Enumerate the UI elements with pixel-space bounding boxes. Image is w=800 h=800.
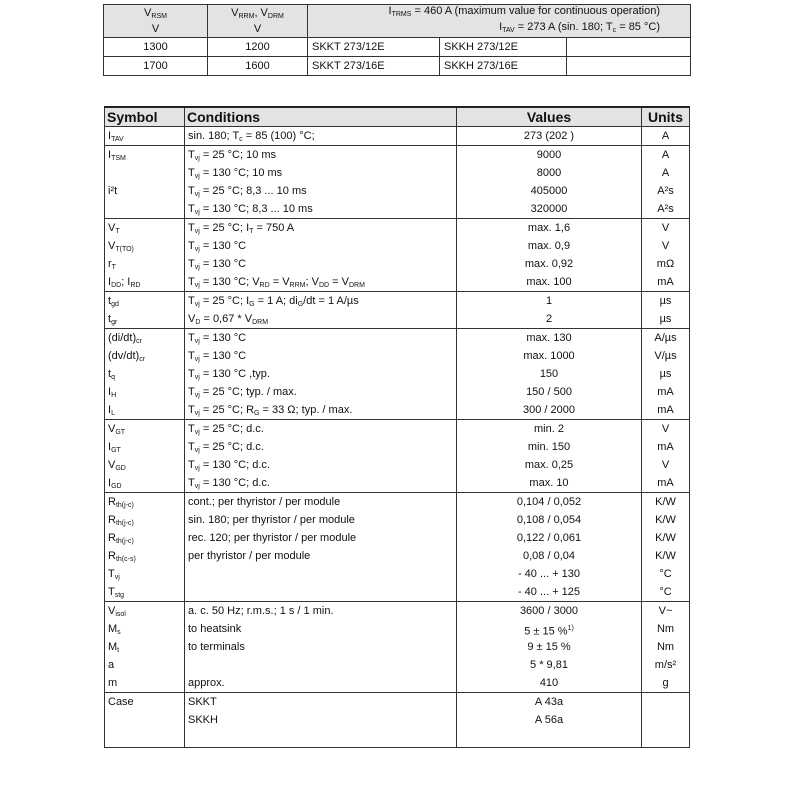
- empty-cell: [567, 38, 691, 57]
- symbol-text: $I_H$: [108, 386, 117, 399]
- rating-spec-header: $I_{TRMS} = 460$ A (maximum value for continuous operation) $I_{TAV} = 273$ A (sin. 180; $T_c = 85$ °C): [308, 5, 691, 38]
- parameter-group: [105, 219, 690, 292]
- conditions-text: $T_{vj} = 25$ °C; $I_G = 1$ A; $di_G/dt = 1$ A/µs: [188, 295, 359, 308]
- unit-text: [645, 729, 686, 747]
- unit-text: V: [661, 423, 670, 435]
- value-text: 0,104 / 0,052: [516, 496, 582, 508]
- unit-text: Nm: [656, 641, 675, 653]
- conditions-text: SKKT: [188, 696, 217, 708]
- symbol-cell: [105, 493, 185, 602]
- conditions-text: to heatsink: [188, 623, 242, 635]
- characteristics-body: [105, 127, 690, 748]
- conditions-text: $T_{vj} = 130$ °C: [188, 240, 247, 253]
- symbol-text: $M_s$: [108, 623, 121, 636]
- parameter-group: [105, 329, 690, 420]
- value-text: 150 / 500: [526, 386, 572, 398]
- conditions-cell: [185, 127, 457, 146]
- symbol-cell: [105, 420, 185, 493]
- unit-text: V: [661, 240, 670, 252]
- value-text: 405000: [530, 185, 568, 197]
- characteristics-table: [104, 106, 690, 748]
- conditions-text: cont.; per thyristor / per module: [188, 496, 341, 508]
- unit-cell: [642, 602, 690, 693]
- conditions-text: approx.: [188, 677, 225, 689]
- ordering-row: [104, 57, 691, 76]
- conditions-text: [188, 729, 453, 747]
- symbol-text: a: [108, 659, 115, 671]
- unit-text: µs: [659, 295, 672, 307]
- vrrm-cell: 1200: [208, 38, 308, 57]
- symbol-text: $T_{stg}$: [108, 586, 125, 599]
- unit-text: V~: [658, 605, 673, 617]
- unit-text: mA: [657, 276, 674, 288]
- values-column-header: Values: [457, 107, 642, 127]
- unit-cell: [642, 693, 690, 748]
- unit-text: V/µs: [654, 350, 677, 362]
- unit-text: g: [662, 677, 669, 689]
- symbol-text: $V_{isol}$: [108, 605, 126, 618]
- skkh-type-cell: SKKH 273/16E: [440, 57, 567, 76]
- symbol-cell: [105, 146, 185, 219]
- conditions-text: sin. 180; $T_c = 85$ (100) °C;: [188, 130, 315, 143]
- vrrm-cell: 1600: [208, 57, 308, 76]
- value-text: 1: [545, 295, 553, 307]
- vrrm-header: $V_{RRM}$, $V_{DRM}$ V: [208, 5, 308, 38]
- conditions-text: rec. 120; per thyristor / per module: [188, 532, 357, 544]
- symbol-text: $I_{GD}$: [108, 477, 122, 490]
- unit-text: V: [661, 222, 670, 234]
- conditions-cell: [185, 219, 457, 292]
- conditions-column-header: Conditions: [185, 107, 457, 127]
- symbol-text: $V_{GD}$: [108, 459, 126, 472]
- value-text: A 56a: [534, 714, 564, 726]
- conditions-cell: [185, 493, 457, 602]
- symbol-text: [108, 164, 181, 182]
- symbol-text: $I_{GT}$: [108, 441, 121, 454]
- parameter-group: [105, 493, 690, 602]
- unit-text: K/W: [655, 514, 676, 526]
- symbol-cell: [105, 329, 185, 420]
- value-text: max. 1000: [523, 350, 575, 362]
- parameter-group: [105, 602, 690, 693]
- unit-cell: [642, 329, 690, 420]
- unit-cell: [642, 146, 690, 219]
- conditions-text: $T_{vj} = 25$ °C; 10 ms: [188, 149, 277, 162]
- conditions-text: $V_D = 0,67 * V_{DRM}$: [188, 313, 269, 326]
- unit-cell: [642, 219, 690, 292]
- skkt-type-cell: SKKT 273/16E: [308, 57, 440, 76]
- symbol-text: $R_{th(j-c)}$: [108, 532, 134, 545]
- symbol-text: $T_{vj}$: [108, 568, 120, 581]
- symbol-text: $t_q$: [108, 368, 115, 381]
- value-text: 0,08 / 0,04: [523, 550, 575, 562]
- value-text: 3600 / 3000: [519, 605, 579, 617]
- symbol-text: [108, 711, 181, 729]
- symbol-cell: [105, 693, 185, 748]
- unit-text: K/W: [655, 532, 676, 544]
- conditions-text: $T_{vj} = 25$ °C; d.c.: [188, 441, 264, 454]
- conditions-text: [188, 583, 453, 601]
- value-cell: [457, 602, 642, 693]
- value-text: 0,122 / 0,061: [516, 532, 582, 544]
- unit-text: A: [661, 149, 670, 161]
- conditions-text: $T_{vj} = 25$ °C; d.c.: [188, 423, 264, 436]
- skkt-type-cell: SKKT 273/12E: [308, 38, 440, 57]
- unit-text: K/W: [655, 550, 676, 562]
- conditions-text: $T_{vj} = 130$ °C: [188, 350, 247, 363]
- unit-text: m/s²: [654, 659, 677, 671]
- symbol-text: $(di/dt)_{cr}$: [108, 332, 142, 345]
- unit-text: mA: [657, 404, 674, 416]
- unit-text: A: [661, 130, 670, 142]
- unit-text: A: [661, 167, 670, 179]
- value-cell: [457, 493, 642, 602]
- value-text: max. 1,6: [527, 222, 571, 234]
- unit-text: [645, 693, 686, 711]
- unit-text: A²s: [657, 185, 674, 197]
- conditions-text: $T_{vj} = 25$ °C; 8,3 ... 10 ms: [188, 185, 307, 198]
- vrsm-cell: 1700: [104, 57, 208, 76]
- value-text: 0,108 / 0,054: [516, 514, 582, 526]
- value-text: 5 ± 15 %$^{1)}$: [524, 625, 574, 638]
- value-text: A 43a: [534, 696, 564, 708]
- conditions-text: SKKH: [188, 714, 218, 726]
- symbol-text: $t_{gd}$: [108, 295, 119, 308]
- unit-cell: [642, 292, 690, 329]
- unit-text: °C: [659, 586, 672, 598]
- unit-cell: [642, 493, 690, 602]
- value-text: - 40 ... + 125: [517, 586, 581, 598]
- unit-text: µs: [659, 368, 672, 380]
- value-cell: [457, 693, 642, 748]
- units-column-header: Units: [642, 107, 690, 127]
- value-text: max. 0,25: [524, 459, 574, 471]
- conditions-text: $T_{vj} = 130$ °C: [188, 258, 247, 271]
- conditions-text: to terminals: [188, 641, 245, 653]
- symbol-text: $R_{th(j-c)}$: [108, 496, 134, 509]
- symbol-text: Case: [108, 696, 134, 708]
- unit-text: mA: [657, 441, 674, 453]
- value-text: 273 (202 ): [523, 130, 575, 142]
- value-text: min. 150: [527, 441, 571, 453]
- empty-cell: [567, 57, 691, 76]
- unit-text: V: [661, 459, 670, 471]
- unit-text: mA: [657, 477, 674, 489]
- conditions-text: $T_{vj} = 130$ °C; 10 ms: [188, 167, 283, 180]
- characteristics-header-row: [105, 107, 690, 127]
- symbol-text: $M_t$: [108, 641, 120, 654]
- conditions-cell: [185, 292, 457, 329]
- value-text: 300 / 2000: [523, 404, 575, 416]
- ordering-header-row: [104, 5, 691, 38]
- value-cell: [457, 146, 642, 219]
- value-text: 150: [539, 368, 559, 380]
- symbol-text: $I_{TSM}$: [108, 149, 126, 162]
- value-text: 9000: [536, 149, 562, 161]
- symbol-cell: [105, 219, 185, 292]
- conditions-cell: [185, 602, 457, 693]
- symbol-text: [108, 729, 181, 747]
- value-text: 8000: [536, 167, 562, 179]
- parameter-group: [105, 420, 690, 493]
- conditions-text: $T_{vj} = 25$ °C; $R_G = 33$ Ω; typ. / max.: [188, 404, 353, 417]
- symbol-text: $t_{gr}$: [108, 313, 118, 326]
- value-text: [460, 729, 638, 747]
- conditions-text: per thyristor / per module: [188, 550, 311, 562]
- conditions-text: [188, 656, 453, 674]
- value-text: max. 100: [526, 276, 572, 288]
- symbol-column-header: Symbol: [105, 107, 185, 127]
- conditions-text: sin. 180; per thyristor / per module: [188, 514, 355, 526]
- symbol-text: $V_T$: [108, 222, 120, 235]
- unit-text: mΩ: [656, 258, 675, 270]
- symbol-text: $I_{DD}$; $I_{RD}$: [108, 276, 141, 289]
- conditions-text: [188, 565, 453, 583]
- symbol-text: m: [108, 677, 118, 689]
- conditions-text: $T_{vj} = 130$ °C: [188, 332, 247, 345]
- symbol-text: $I_L$: [108, 404, 115, 417]
- symbol-text: i²t: [108, 185, 118, 197]
- symbol-cell: [105, 292, 185, 329]
- value-text: 2: [545, 313, 553, 325]
- value-text: 9 ± 15 %: [527, 641, 571, 653]
- skkh-type-cell: SKKH 273/12E: [440, 38, 567, 57]
- value-text: max. 130: [526, 332, 572, 344]
- unit-text: K/W: [655, 496, 676, 508]
- symbol-text: $V_{T(TO)}$: [108, 240, 134, 253]
- unit-cell: [642, 127, 690, 146]
- symbol-cell: [105, 127, 185, 146]
- value-cell: [457, 420, 642, 493]
- conditions-text: $T_{vj} = 130$ °C; d.c.: [188, 459, 270, 472]
- unit-text: °C: [659, 568, 672, 580]
- value-text: max. 0,92: [524, 258, 574, 270]
- value-text: max. 0,9: [527, 240, 571, 252]
- value-cell: [457, 292, 642, 329]
- unit-cell: [642, 420, 690, 493]
- conditions-cell: [185, 693, 457, 748]
- conditions-text: $T_{vj} = 25$ °C; $I_T = 750$ A: [188, 222, 295, 235]
- value-text: min. 2: [534, 423, 564, 435]
- conditions-cell: [185, 329, 457, 420]
- conditions-text: $T_{vj} = 130$ °C; 8,3 ... 10 ms: [188, 203, 313, 216]
- conditions-cell: [185, 420, 457, 493]
- value-text: 5 * 9,81: [530, 659, 568, 671]
- ordering-rows: [104, 38, 691, 76]
- unit-text: A/µs: [654, 332, 677, 344]
- value-text: 320000: [530, 203, 568, 215]
- ordering-table: [103, 4, 691, 76]
- unit-text: [645, 711, 686, 729]
- value-cell: [457, 219, 642, 292]
- conditions-text: $T_{vj} = 130$ °C; d.c.: [188, 477, 270, 490]
- parameter-group: [105, 693, 690, 748]
- vrsm-cell: 1300: [104, 38, 208, 57]
- conditions-text: $T_{vj} = 130$ °C; $V_{RD} = V_{RRM}$; $V_{DD} = V_{DRM}$: [188, 276, 365, 289]
- symbol-text: $V_{GT}$: [108, 423, 126, 436]
- vrsm-header: $V_{RSM}$ V: [104, 5, 208, 38]
- unit-text: µs: [659, 313, 672, 325]
- symbol-text: $(dv/dt)_{cr}$: [108, 350, 146, 363]
- conditions-text: $T_{vj} = 25$ °C; typ. / max.: [188, 386, 297, 399]
- unit-text: A²s: [657, 203, 674, 215]
- conditions-text: a. c. 50 Hz; r.m.s.; 1 s / 1 min.: [188, 605, 334, 617]
- parameter-group: [105, 292, 690, 329]
- unit-text: Nm: [656, 623, 675, 635]
- parameter-group: [105, 127, 690, 146]
- symbol-text: $R_{th(j-c)}$: [108, 514, 134, 527]
- value-text: max. 10: [529, 477, 569, 489]
- value-cell: [457, 329, 642, 420]
- value-text: 410: [539, 677, 559, 689]
- conditions-text: $T_{vj} = 130$ °C ,typ.: [188, 368, 270, 381]
- symbol-text: $I_{TAV}$: [108, 130, 124, 143]
- parameter-group: [105, 146, 690, 219]
- symbol-text: [108, 200, 181, 218]
- value-cell: [457, 127, 642, 146]
- symbol-text: $R_{th(c-s)}$: [108, 550, 136, 563]
- symbol-cell: [105, 602, 185, 693]
- ordering-row: [104, 38, 691, 57]
- value-text: - 40 ... + 130: [517, 568, 581, 580]
- symbol-text: $r_T$: [108, 258, 116, 271]
- conditions-cell: [185, 146, 457, 219]
- unit-text: mA: [657, 386, 674, 398]
